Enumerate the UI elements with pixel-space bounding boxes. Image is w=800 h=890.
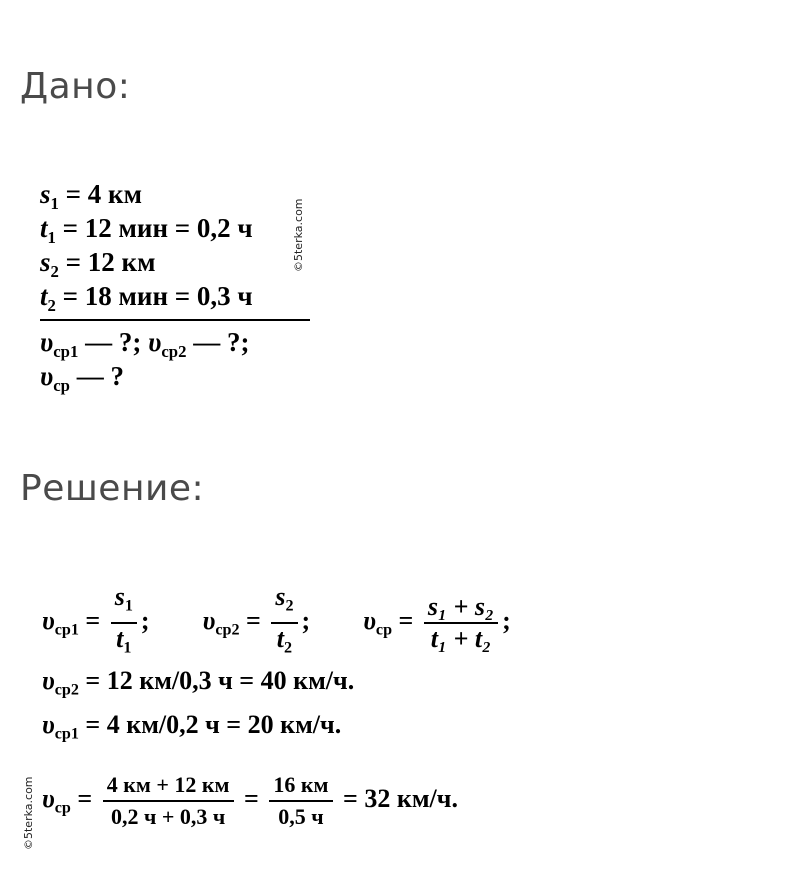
formula-vcp1: $\upsilon_{ср1}$ = $\frac{s_1}{t_1}$ ; [42,582,150,657]
calc-vcp1: $\upsilon_{ср1} = 4$ км/0,2 ч = 20 км/ч. [42,710,342,743]
calc-vcp2: $\upsilon_{ср2} = 12$ км/0,3 ч = 40 км/ч. [42,666,355,699]
given-heading: Дано: [20,66,131,107]
watermark-solution: ©5terka.com [22,776,35,850]
given-divider [40,319,310,321]
solution-image [20,574,636,848]
given-image [20,172,302,408]
find-line-1: $\upsilon_{ср1}$ — ?; $\upsilon_{ср2}$ — ?; [40,327,250,361]
given-line-t2: $t_2 = 18$ мин = 0,3 ч [40,281,253,315]
watermark-given: ©5terka.com [292,198,305,272]
given-line-t1: $t_1 = 12$ мин = 0,2 ч [40,213,253,247]
given-line-s1: $s_1 = 4$ км [40,179,142,213]
given-line-s2: $s_2 = 12$ км [40,247,156,281]
calc-vcp: $\upsilon_{ср}$ = $\frac{4 км + 12 км}{0,2 ч + 0,3 ч}$ = $\frac{16 км}{0,5 ч}$ = 32 км/ч. [42,772,458,829]
formula-vcp2: $\upsilon_{ср2}$ = $\frac{s_2}{t_2}$ ; [202,582,311,657]
formula-vcp: $\upsilon_{ср}$ = $\frac{\text{s₁ + s₂}}{\text{t₁ + t₂}}$ ; [363,591,511,653]
find-line-2: $\upsilon_{ср}$ — ? [40,361,124,395]
solution-heading: Решение: [20,468,205,509]
formula-row [42,582,511,663]
